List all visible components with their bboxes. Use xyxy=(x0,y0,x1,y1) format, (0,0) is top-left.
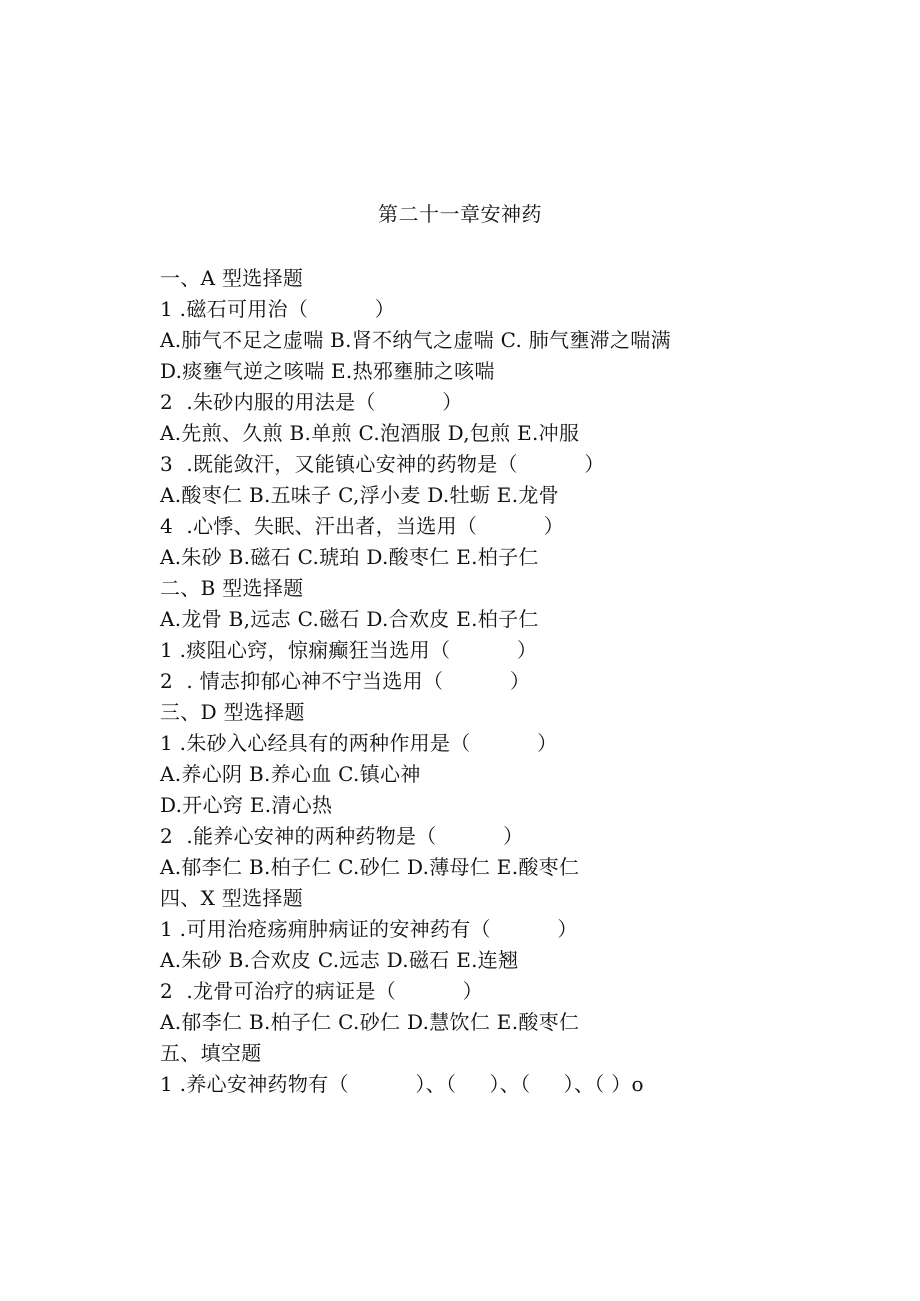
options-line: A.酸枣仁 B.五味子 C,浮小麦 D.牡蛎 E.龙骨 xyxy=(160,483,559,507)
page-title: 第二十一章安神药 xyxy=(378,202,542,226)
options-line: A.朱砂 B.磁石 C.琥珀 D.酸枣仁 E.柏子仁 xyxy=(160,545,539,569)
options-line: D.痰壅气逆之咳喘 E.热邪壅肺之咳喘 xyxy=(160,359,495,383)
question-line: 2 .朱砂内服的用法是（ ） xyxy=(160,390,463,414)
options-line: A.郁李仁 B.柏子仁 C.砂仁 D.薄母仁 E.酸枣仁 xyxy=(160,855,580,879)
options-line: A.朱砂 B.合欢皮 C.远志 D.磁石 E.连翘 xyxy=(160,948,519,972)
question-line: 3 .既能敛汗，又能镇心安神的药物是（ ） xyxy=(160,452,605,476)
section-heading-d-type: 三、D 型选择题 xyxy=(160,700,305,724)
question-content xyxy=(160,263,880,1100)
section-heading-x-type: 四、X 型选择题 xyxy=(160,886,303,910)
question-line: 1 .朱砂入心经具有的两种作用是（ ） xyxy=(160,731,558,755)
options-line: D.开心窍 E.清心热 xyxy=(160,793,333,817)
options-line: A.肺气不足之虚喘 B.肾不纳气之虚喘 C. 肺气壅滞之喘满 xyxy=(160,328,671,352)
section-heading-b-type: 二、B 型选择题 xyxy=(160,576,304,600)
question-line: 4 .心悸、失眠、汗出者，当选用（ ） xyxy=(160,514,565,538)
options-line: A.养心阴 B.养心血 C.镇心神 xyxy=(160,762,421,786)
options-line: A.先煎、久煎 B.单煎 C.泡酒服 D,包煎 E.冲服 xyxy=(160,421,580,445)
question-line: 2 .龙骨可治疗的病证是（ ） xyxy=(160,979,483,1003)
section-heading-fill-blank: 五、填空题 xyxy=(160,1041,262,1065)
question-line: 1 .磁石可用治（ ） xyxy=(160,297,396,321)
section-heading-a-type: 一、A 型选择题 xyxy=(160,266,304,290)
question-line: 1 .养心安神药物有（ ）、（ ）、（ ）、（ ）o xyxy=(160,1072,644,1096)
question-line: 1 .痰阻心窍，惊痫癫狂当选用（ ） xyxy=(160,638,538,662)
question-line: 1 .可用治疮疡痈肿病证的安神药有（ ） xyxy=(160,917,578,941)
question-line: 2 .能养心安神的两种药物是（ ） xyxy=(160,824,524,848)
options-line: A.龙骨 B,远志 C.磁石 D.合欢皮 E.柏子仁 xyxy=(160,607,539,631)
question-line: 2 . 情志抑郁心神不宁当选用（ ） xyxy=(160,669,531,693)
options-line: A.郁李仁 B.柏子仁 C.砂仁 D.慧饮仁 E.酸枣仁 xyxy=(160,1010,580,1034)
